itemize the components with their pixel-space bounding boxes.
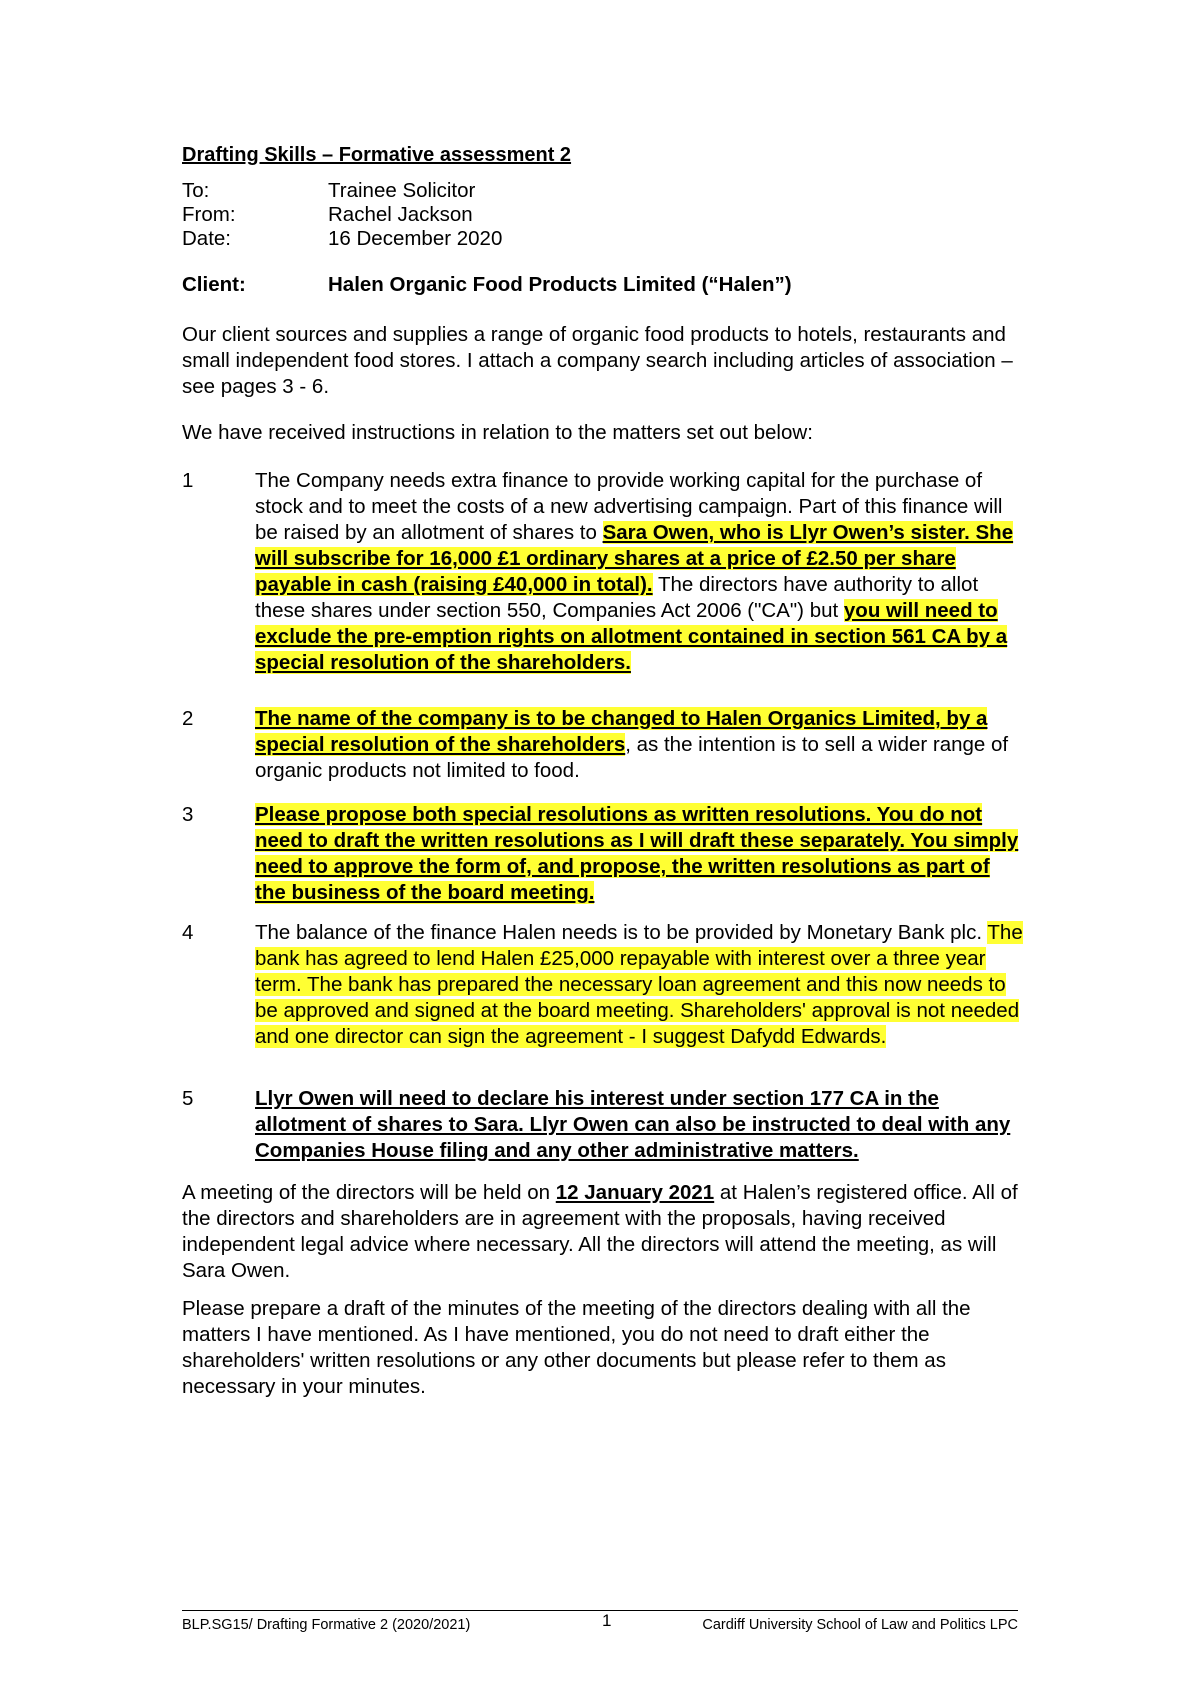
client-value: Halen Organic Food Products Limited (“Halen”) [328,273,792,296]
highlight: The name of the company is to be changed to Halen Organics Limited, by a special resolution of the shareholders [255,707,988,756]
to-label: To: [182,179,210,202]
item-number: 5 [182,1087,194,1110]
meeting-date: 12 January 2021 [555,1181,715,1204]
item-number: 2 [182,707,194,730]
from-value: Rachel Jackson [328,203,473,226]
client-label: Client: [182,273,246,296]
item-text: Llyr Owen will need to declare his interest under section 177 CA in the allotment of shares to Sara. Llyr Owen can also be instructed to deal with any Companies House filing and any other administrative matters. [255,1087,1011,1162]
highlight: The bank has agreed to lend Halen £25,000 repayable with interest over a three year term. The bank has prepared the necessary loan agreement and this now needs to be approved and signed at the board meeting. Shareholders' approval is not needed and one director can sign the agreement - I suggest Dafydd Edwards. [255,921,1023,1048]
instructions-paragraph: We have received instructions in relation to the matters set out below: [182,421,813,444]
highlight: Please propose both special resolutions as written resolutions. You do not need to draft the written resolutions as I will draft these separately. You simply need to approve the form of, and propose, the written resolutions as part of the business of the board meeting. [255,803,1019,904]
from-label: From: [182,203,236,226]
page-number: 1 [602,1611,612,1630]
item-number: 4 [182,921,194,944]
date-value: 16 December 2020 [328,227,503,250]
date-label: Date: [182,227,231,250]
page-footer [182,1610,1018,1633]
item-text: The name of the company is to be changed to Halen Organics Limited, by a special resolution of the shareholders, as the intention is to sell a wider range of organic products not limited to food. [255,707,1009,782]
footer-course-ref: BLP.SG15/ Drafting Formative 2 (2020/2021) [182,1617,471,1633]
item-text [255,802,1025,906]
footer-institution: Cardiff University School of Law and Politics LPC [702,1617,1018,1633]
to-value: Trainee Solicitor [328,179,476,202]
closing-paragraph: Please prepare a draft of the minutes of the meeting of the directors dealing with all the matters I have mentioned. As I have mentioned, you do not need to draft either the shareholders' written resolutions or any other documents but please refer to them as necessary in your minutes. [182,1297,971,1398]
intro-paragraph: Our client sources and supplies a range of organic food products to hotels, restaurants and small independent food stores. I attach a company search including articles of association – see pages 3 - 6. [182,323,1013,398]
item-text: The balance of the finance Halen needs is to be provided by Monetary Bank plc. The bank has agreed to lend Halen £25,000 repayable with interest over a three year term. The bank has prepared the necessary loan agreement and this now needs to be approved and signed at the board meeting. Shareholders' approval is not needed and one director can sign the agreement - I suggest Dafydd Edwards. [255,921,1023,1048]
highlight: Sara Owen, who is Llyr Owen’s sister. She will subscribe for 16,000 £1 ordinary shares at a price of £2.50 per share payable in cash (raising £40,000 in total). [255,521,1014,596]
item-number: 3 [182,803,194,826]
highlight: you will need to exclude the pre-emption rights on allotment contained in section 561 CA by a special resolution of the shareholders. [255,599,1008,674]
item-number: 1 [182,469,194,492]
document-title: Drafting Skills – Formative assessment 2 [182,144,572,166]
item-text: The Company needs extra finance to provide working capital for the purchase of stock and to meet the costs of a new advertising campaign. Part of this finance will be raised by an allotment of shares to Sara Owen, who is Llyr Owen’s sister. She will subscribe for 16,000 £1 ordinary shares at a price of £2.50 per share payable in cash (raising £40,000 in total). The directors have authority to allot these shares under section 550, Companies Act 2006 ("CA") but you will need to exclude the pre-emption rights on allotment contained in section 561 CA by a special resolution of the shareholders. [255,469,1014,674]
meeting-paragraph: A meeting of the directors will be held on 12 January 2021 at Halen’s registered office. All of the directors and shareholders are in agreement with the proposals, having received independent legal advice where necessary. All the directors will attend the meeting, as will Sara Owen. [182,1181,1018,1282]
